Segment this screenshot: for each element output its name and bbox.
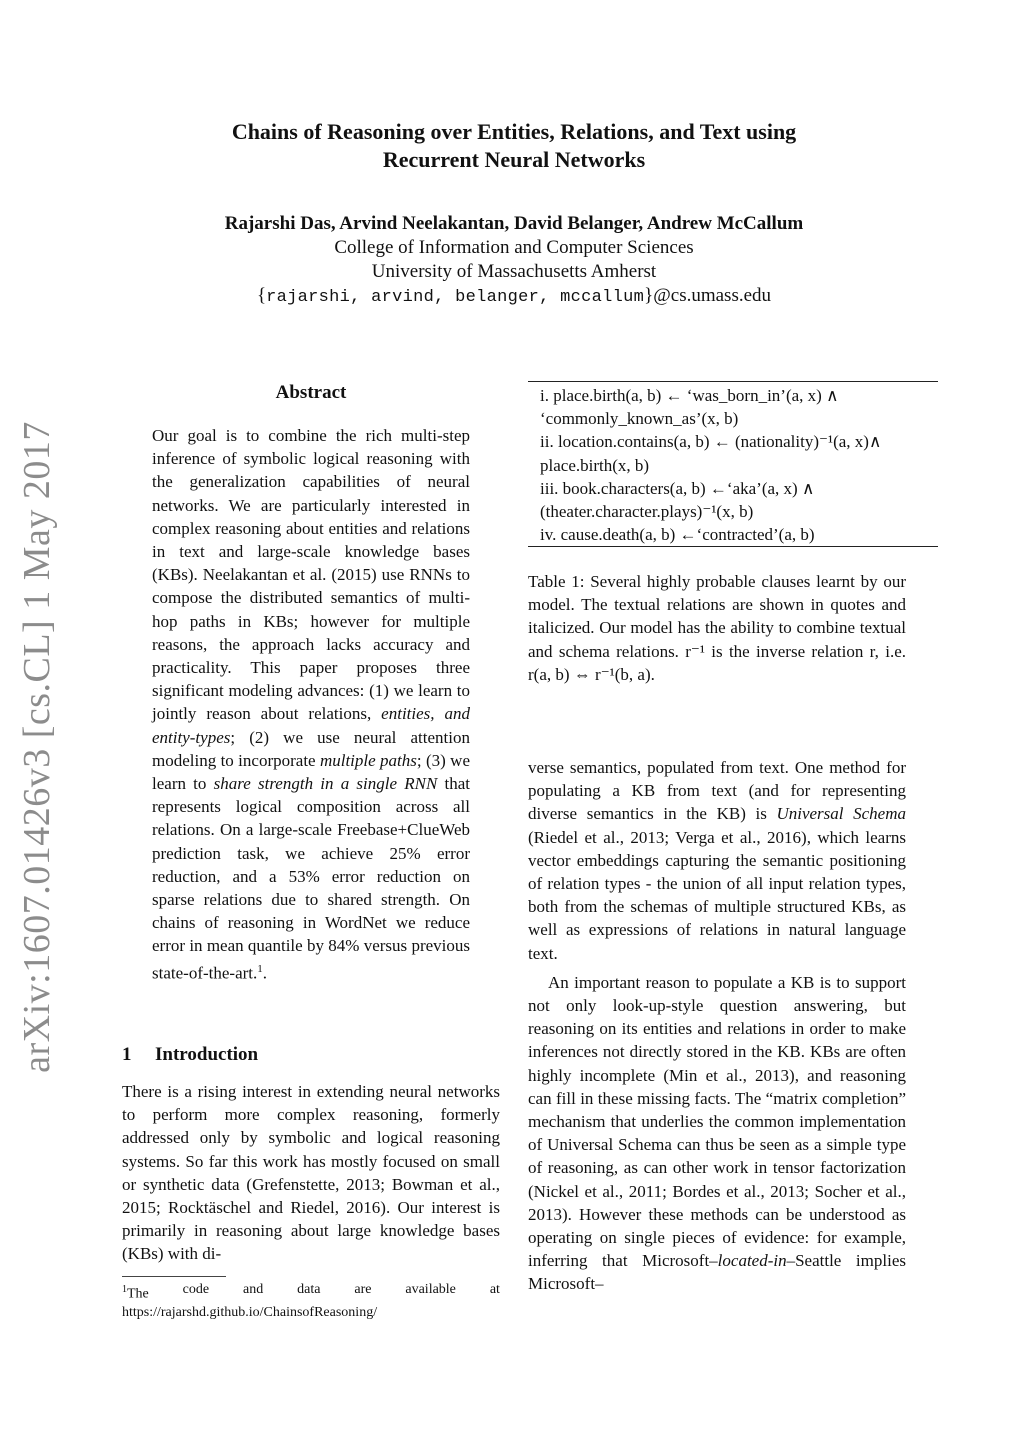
email-domain: @cs.umass.edu — [653, 285, 772, 306]
author-emails — [140, 284, 888, 310]
table-bottom-rule — [528, 546, 938, 547]
section-number: 1 — [122, 1044, 132, 1065]
para1-emphasis: Universal Schema — [776, 804, 906, 824]
footnote-word-5: available — [405, 1282, 456, 1297]
abstract-text-b: ; (2) we use neural attention modeling to incorporate — [152, 727, 470, 770]
abstract-text-c: ; (3) we learn to — [152, 750, 470, 794]
paragraph — [528, 756, 906, 965]
footnote-word-4: are — [354, 1282, 372, 1297]
author-block — [140, 212, 888, 310]
footnote — [122, 1281, 500, 1322]
clause-line: iii. book.characters(a, b) ←‘aka’(a, x) ∧ — [540, 478, 815, 498]
arxiv-id: arXiv:1607.01426v3 [cs.CL] 1 May 2017 — [16, 421, 58, 1073]
clause-line: iv. cause.death(a, b) ←‘contracted’(a, b) — [540, 525, 815, 545]
footnote-word-2: and — [243, 1282, 264, 1297]
clause-line: i. place.birth(a, b) ← ‘was_born_in’(a, x) ∧ — [540, 386, 839, 405]
arxiv-stamp — [12, 421, 62, 1073]
clause-line: ii. location.contains(a, b) ← (nationality)⁻¹(a, x)∧ — [540, 432, 882, 452]
abstract-text — [152, 424, 470, 985]
footnote-url[interactable]: https://rajarshd.github.io/ChainsofReasoning/ — [122, 1304, 378, 1320]
author-names: Rajarshi Das, Arvind Neelakantan, David Belanger, Andrew McCallum — [224, 213, 804, 234]
footnote-rule — [122, 1276, 226, 1277]
author-university: University of Massachusetts Amherst — [371, 261, 657, 282]
para2-text-a: An important reason to populate a KB is to support not only look-up-style question answering, but reasoning on its entities and relations in order to make inferences not directly stored in the KB. KBs are often highly incomplete (Min et al., 2013), and reasoning can fill in these missing facts. The “matrix completion” mechanism that underlies the common implementation of Universal Schema can thus be seen as a simple type of reasoning, as can other work in tensor factorization (Nickel et al., 2011; Bordes et al., 2013; Socher et al., 2013). However these methods can be understood as operating on single pieces of evidence: for example, inferring that Microsoft– — [528, 972, 906, 1271]
para1-text-a: verse semantics, populated from text. One method for populating a KB from text (and for representing diverse semantics in the KB) is — [528, 758, 906, 824]
title-line-1: Chains of Reasoning over Entities, Relations, and Text using — [231, 119, 797, 144]
right-column-text — [528, 756, 906, 1296]
abstract-text-d: that represents logical composition across all relations. On a large-scale Freebase+ClueWeb prediction task, we achieve 25% error reduction, and a 53% error reduction on sparse relations due to shared strength. On chains of reasoning in WordNet we reduce error in mean quantile by 84% versus previous state-of-the-art. — [152, 774, 470, 983]
title-line-2: Recurrent Neural Networks — [382, 147, 646, 172]
section-heading-introduction — [122, 1044, 258, 1066]
abstract-text-a: Our goal is to combine the rich multi-step inference of symbolic logical reasoning with the generalization capabilities of neural networks. We are particularly interested in complex reasoning about entities and relations in text and large-scale knowledge bases (KBs). Neelakantan et al. (2015) use RNNs to compose the distributed semantics of multi-hop paths in KBs; however for multiple reasons, the approach lacks accuracy and practicality. This paper proposes three significant modeling advances: (1) we learn to jointly reason about relations, — [152, 426, 470, 724]
abstract-footnote-mark: 1 — [257, 962, 263, 975]
abstract-em-a: entities, and entity-types — [152, 704, 470, 747]
abstract-em-b: multiple paths — [319, 750, 417, 770]
paper-title — [140, 118, 888, 174]
paragraph — [528, 971, 906, 1296]
footnote-word-the: The — [127, 1286, 149, 1302]
clause-line: (theater.character.plays)⁻¹(x, b) — [540, 502, 754, 522]
clause-table — [540, 384, 938, 546]
table-caption: Table 1: Several highly probable clauses learnt by our model. The textual relations are shown in quotes and italicized. Our model has the ability to combine textual and schema relations. r⁻¹ is the inverse relation r, i.e. r(a, b) ⇔ r⁻¹(b, a). — [528, 572, 906, 684]
footnote-word-0 — [122, 1281, 149, 1304]
para2-emphasis: located-in — [717, 1251, 787, 1271]
email-brace-open: { — [256, 285, 267, 306]
email-users: rajarshi, arvind, belanger, mccallum — [266, 288, 645, 307]
footnote-mark: 1 — [122, 1284, 127, 1295]
abstract-em-c: share strength in a single RNN — [213, 774, 438, 794]
footnote-word-6: at — [489, 1282, 500, 1297]
para2-text-b: –Seattle implies Microsoft– — [528, 1251, 906, 1294]
footnote-word-3: data — [297, 1282, 321, 1297]
clause-line: place.birth(x, b) — [540, 455, 650, 475]
table-top-rule — [528, 381, 938, 382]
footnote-word-1: code — [182, 1282, 210, 1297]
para1-text-b: (Riedel et al., 2013; Verga et al., 2016), which learns vector embeddings capturing the semantic positioning of relation types - the union of all input relation types, both from the schemas of multiple structured KBs, as well as expressions of relations in natural language text. — [528, 827, 906, 963]
abstract-end: . — [262, 963, 267, 983]
author-college: College of Information and Computer Sciences — [334, 237, 694, 258]
introduction-text: There is a rising interest in extending neural networks to perform more complex reasoning, formerly addressed only by symbolic and logical reasoning systems. So far this work has mostly focused on small or synthetic data (Grefenstette, 2013; Bowman et al., 2015; Rocktäschel and Riedel, 2016). Our interest is primarily in reasoning about large knowledge bases (KBs) with di- — [122, 1082, 500, 1264]
email-brace-close: } — [644, 285, 654, 306]
section-title: Introduction — [155, 1044, 259, 1065]
clause-line: ‘commonly_known_as’(x, b) — [540, 409, 739, 429]
abstract-heading: Abstract — [275, 382, 347, 403]
footnote-line-1 — [122, 1281, 500, 1304]
